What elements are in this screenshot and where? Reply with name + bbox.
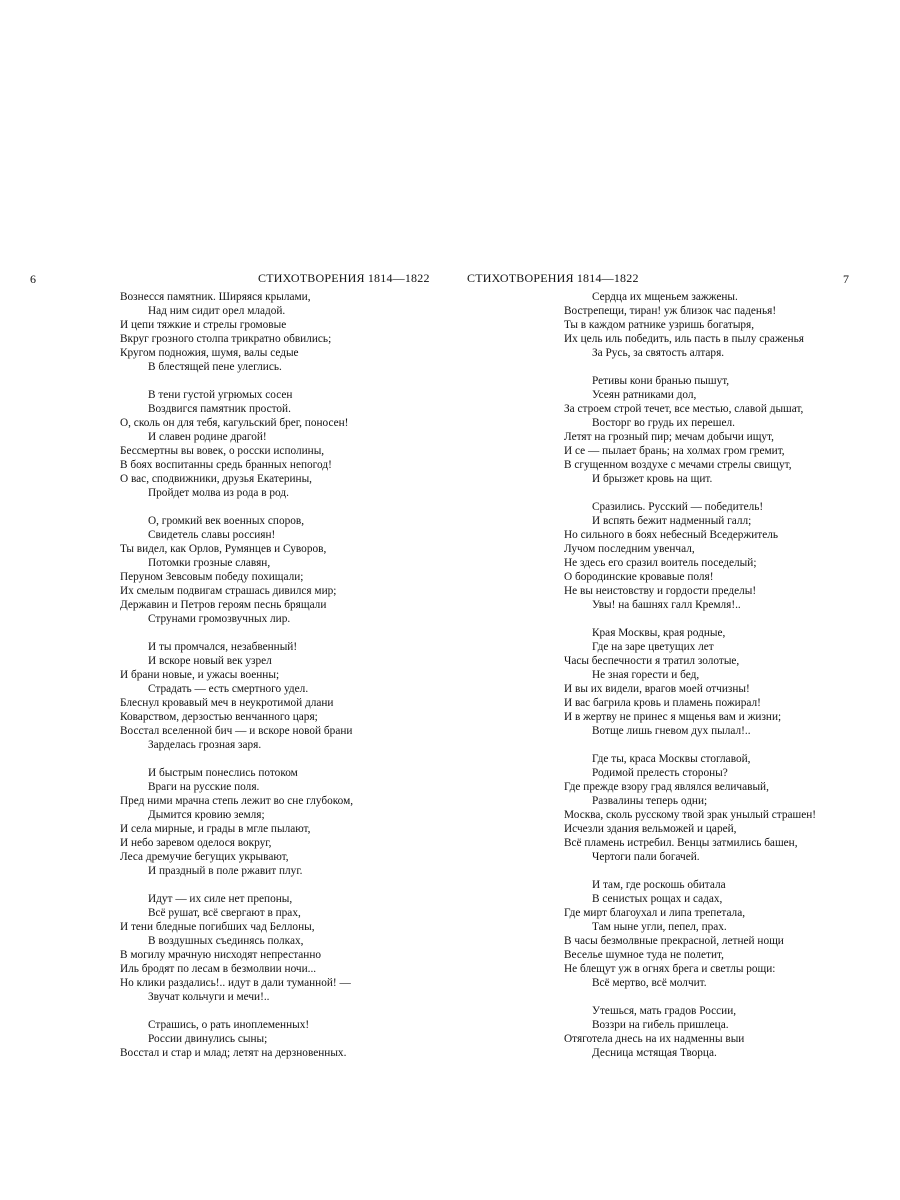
verse-line: Леса дремучие бегущих укрывают, xyxy=(120,851,289,863)
verse-line: Воззри на гибель пришлеца. xyxy=(592,1019,729,1031)
verse-line: И вспять бежит надменный галл; xyxy=(592,515,752,527)
verse-line: Пред ними мрачна степь лежит во сне глубоком, xyxy=(120,795,354,807)
verse-line: О, сколь он для тебя, кагульский брег, поносен! xyxy=(120,417,349,429)
verse-line: И тени бледные погибших чад Беллоны, xyxy=(120,921,315,933)
verse-line: За строем строй течет, все местью, славой дышат, xyxy=(564,403,804,415)
verse-line: России двинулись сыны; xyxy=(148,1033,268,1045)
verse-line: Не здесь его сразил воитель поседелый; xyxy=(564,557,757,569)
verse-line: И быстрым понеслись потоком xyxy=(148,767,298,779)
verse-line: И села мирные, и грады в мгле пылают, xyxy=(120,823,311,835)
stanza xyxy=(564,290,884,360)
verse-line: В часы безмолвные прекрасной, летней нощи xyxy=(564,935,784,947)
verse-line: Зарделась грозная заря. xyxy=(148,739,262,751)
verse-line: Перуном Зевсовым победу похищали; xyxy=(120,571,304,583)
verse-line: Иль бродят по лесам в безмолвии ночи... xyxy=(120,963,317,975)
verse-line: И брани новые, и ужасы военны; xyxy=(120,669,280,681)
verse-line: Усеян ратниками дол, xyxy=(592,389,697,401)
verse-line: О вас, сподвижники, друзья Екатерины, xyxy=(120,473,313,485)
verse-line: Родимой прелесть стороны? xyxy=(592,767,728,779)
verse-line: Не блещут уж в огнях брега и светлы рощи: xyxy=(564,963,776,975)
verse-line: И вскоре новый век узрел xyxy=(148,655,272,667)
verse-line: Лучом последним увенчал, xyxy=(564,543,695,555)
verse-line: И вас багрила кровь и пламень пожирал! xyxy=(564,697,761,709)
verse-line: За Русь, за святость алтаря. xyxy=(592,347,725,359)
running-head: СТИХОТВОРЕНИЯ 1814—1822 xyxy=(467,271,639,285)
stanza xyxy=(120,388,440,500)
verse-line: Ретивы кони бранью пышут, xyxy=(592,375,730,387)
verse-line: Утешься, мать градов России, xyxy=(592,1005,737,1017)
verse-line: В блестящей пене улеглись. xyxy=(148,361,282,373)
verse-line: Державин и Петров героям песнь брящали xyxy=(120,599,327,611)
verse-line: Воздвигся памятник простой. xyxy=(148,403,291,415)
verse-line: Не вы неистовству и гордости пределы! xyxy=(564,585,757,597)
verse-line: Отяготела днесь на их надменны выи xyxy=(564,1033,745,1045)
verse-line: И славен родине драгой! xyxy=(148,431,267,443)
verse-line: Звучат кольчуги и мечи!.. xyxy=(148,991,270,1003)
verse-line: Струнами громозвучных лир. xyxy=(148,613,291,625)
verse-line: Края Москвы, края родные, xyxy=(592,627,726,639)
verse-line: Враги на русские поля. xyxy=(148,781,260,793)
stanza xyxy=(120,290,440,374)
verse-line: И брызжет кровь на щит. xyxy=(592,473,713,485)
verse-line: Вотще лишь гневом дух пылал!.. xyxy=(592,725,751,737)
verse-line: Часы беспечности я тратил золотые, xyxy=(564,655,740,667)
verse-line: Там ныне угли, пепел, прах. xyxy=(592,921,727,933)
verse-line: В могилу мрачную нисходят непрестанно xyxy=(120,949,322,961)
verse-line: Увы! на башнях галл Кремля!.. xyxy=(592,599,741,611)
stanza xyxy=(120,640,440,752)
verse-line: Страдать — есть смертного удел. xyxy=(148,683,309,695)
verse-line: Потомки грозные славян, xyxy=(148,557,271,569)
verse-line: Летят на грозный пир; мечам добычи ищут, xyxy=(564,431,774,443)
verse-line: Вкруг грозного столпа трикратно обвились; xyxy=(120,333,332,345)
verse-line: Где на заре цветущих лет xyxy=(592,641,714,653)
verse-line: Ты видел, как Орлов, Румянцев и Суворов, xyxy=(120,543,327,555)
poem-text xyxy=(120,290,440,1074)
stanza xyxy=(120,892,440,1004)
running-head: СТИХОТВОРЕНИЯ 1814—1822 xyxy=(258,271,430,285)
verse-line: Страшись, о рать иноплеменных! xyxy=(148,1019,310,1031)
verse-line: И вы их видели, врагов моей отчизны! xyxy=(564,683,750,695)
stanza xyxy=(564,752,884,864)
verse-line: Чертоги пали богачей. xyxy=(592,851,700,863)
verse-line: Пройдет молва из рода в род. xyxy=(148,487,289,499)
verse-line: Вознесся памятник. Ширяяся крылами, xyxy=(120,291,311,303)
verse-line: Исчезли здания вельможей и царей, xyxy=(564,823,737,835)
verse-line: Всё рушат, всё свергают в прах, xyxy=(148,907,301,919)
verse-line: В сенистых рощах и садах, xyxy=(592,893,723,905)
verse-line: Где мирт благоухал и липа трепетала, xyxy=(564,907,746,919)
verse-line: Сердца их мщеньем зажжены. xyxy=(592,291,738,303)
verse-line: О, громкий век военных споров, xyxy=(148,515,305,527)
verse-line: Свидетель славы россиян! xyxy=(148,529,276,541)
stanza xyxy=(120,1018,440,1060)
verse-line: Восторг во грудь их перешел. xyxy=(592,417,735,429)
verse-line: Но сильного в боях небесный Вседержитель xyxy=(564,529,779,541)
verse-line: Их смелым подвигам страшась дивился мир; xyxy=(120,585,337,597)
verse-line: В тени густой угрюмых сосен xyxy=(148,389,293,401)
verse-line: Всё пламень истребил. Венцы затмились башен, xyxy=(564,837,798,849)
verse-line: В воздушных съединясь полках, xyxy=(148,935,304,947)
verse-line: Москва, сколь русскому твой зрак унылый страшен! xyxy=(564,809,817,821)
verse-line: Восстал и стар и млад; летят на дерзновенных. xyxy=(120,1047,347,1059)
verse-line: О бородинские кровавые поля! xyxy=(564,571,714,583)
verse-line: И праздный в поле ржавит плуг. xyxy=(148,865,303,877)
verse-line: Всё мертво, всё молчит. xyxy=(592,977,707,989)
verse-line: Блеснул кровавый меч в неукротимой длани xyxy=(120,697,334,709)
page-number: 7 xyxy=(843,272,849,286)
verse-line: И небо заревом оделося вокруг, xyxy=(120,837,272,849)
stanza xyxy=(564,500,884,612)
verse-line: Веселье шумное туда не полетит, xyxy=(564,949,724,961)
verse-line: Сразились. Русский — победитель! xyxy=(592,501,764,513)
verse-line: В сгущенном воздухе с мечами стрелы свищут, xyxy=(564,459,792,471)
verse-line: Не зная горести и бед, xyxy=(592,669,700,681)
verse-line: Развалины теперь одни; xyxy=(592,795,708,807)
verse-line: Коварством, дерзостью венчанного царя; xyxy=(120,711,318,723)
verse-line: И се — пылает брань; на холмах гром гремит, xyxy=(564,445,785,457)
verse-line: Где прежде взору град являлся величавый, xyxy=(564,781,769,793)
verse-line: Где ты, краса Москвы стоглавой, xyxy=(592,753,751,765)
verse-line: И там, где роскошь обитала xyxy=(592,879,726,891)
verse-line: И в жертву не принес я мщенья вам и жизни; xyxy=(564,711,782,723)
stanza xyxy=(120,766,440,878)
verse-line: И ты промчался, незабвенный! xyxy=(148,641,298,653)
verse-line: Их цель иль победить, иль пасть в пылу сраженья xyxy=(564,333,804,345)
verse-line: Но клики раздались!.. идут в дали туманной! — xyxy=(120,977,351,989)
verse-line: В боях воспитанны средь бранных непогод! xyxy=(120,459,332,471)
verse-line: Вострепещи, тиран! уж близок час паденья! xyxy=(564,305,777,317)
verse-line: Над ним сидит орел младой. xyxy=(148,305,286,317)
stanza xyxy=(564,878,884,990)
verse-line: Десница мстящая Творца. xyxy=(592,1047,717,1059)
verse-line: Восстал вселенной бич — и вскоре новой брани xyxy=(120,725,353,737)
stanza xyxy=(120,514,440,626)
stanza xyxy=(564,1004,884,1060)
verse-line: Бессмертны вы вовек, о росски исполины, xyxy=(120,445,325,457)
verse-line: И цепи тяжкие и стрелы громовые xyxy=(120,319,287,331)
right-page xyxy=(450,0,900,1200)
verse-line: Идут — их силе нет препоны, xyxy=(148,893,293,905)
poem-text xyxy=(564,290,884,1074)
stanza xyxy=(564,374,884,486)
page-number: 6 xyxy=(30,272,36,286)
verse-line: Кругом подножия, шумя, валы седые xyxy=(120,347,299,359)
verse-line: Ты в каждом ратнике узришь богатыря, xyxy=(564,319,755,331)
verse-line: Дымится кровию земля; xyxy=(148,809,265,821)
stanza xyxy=(564,626,884,738)
